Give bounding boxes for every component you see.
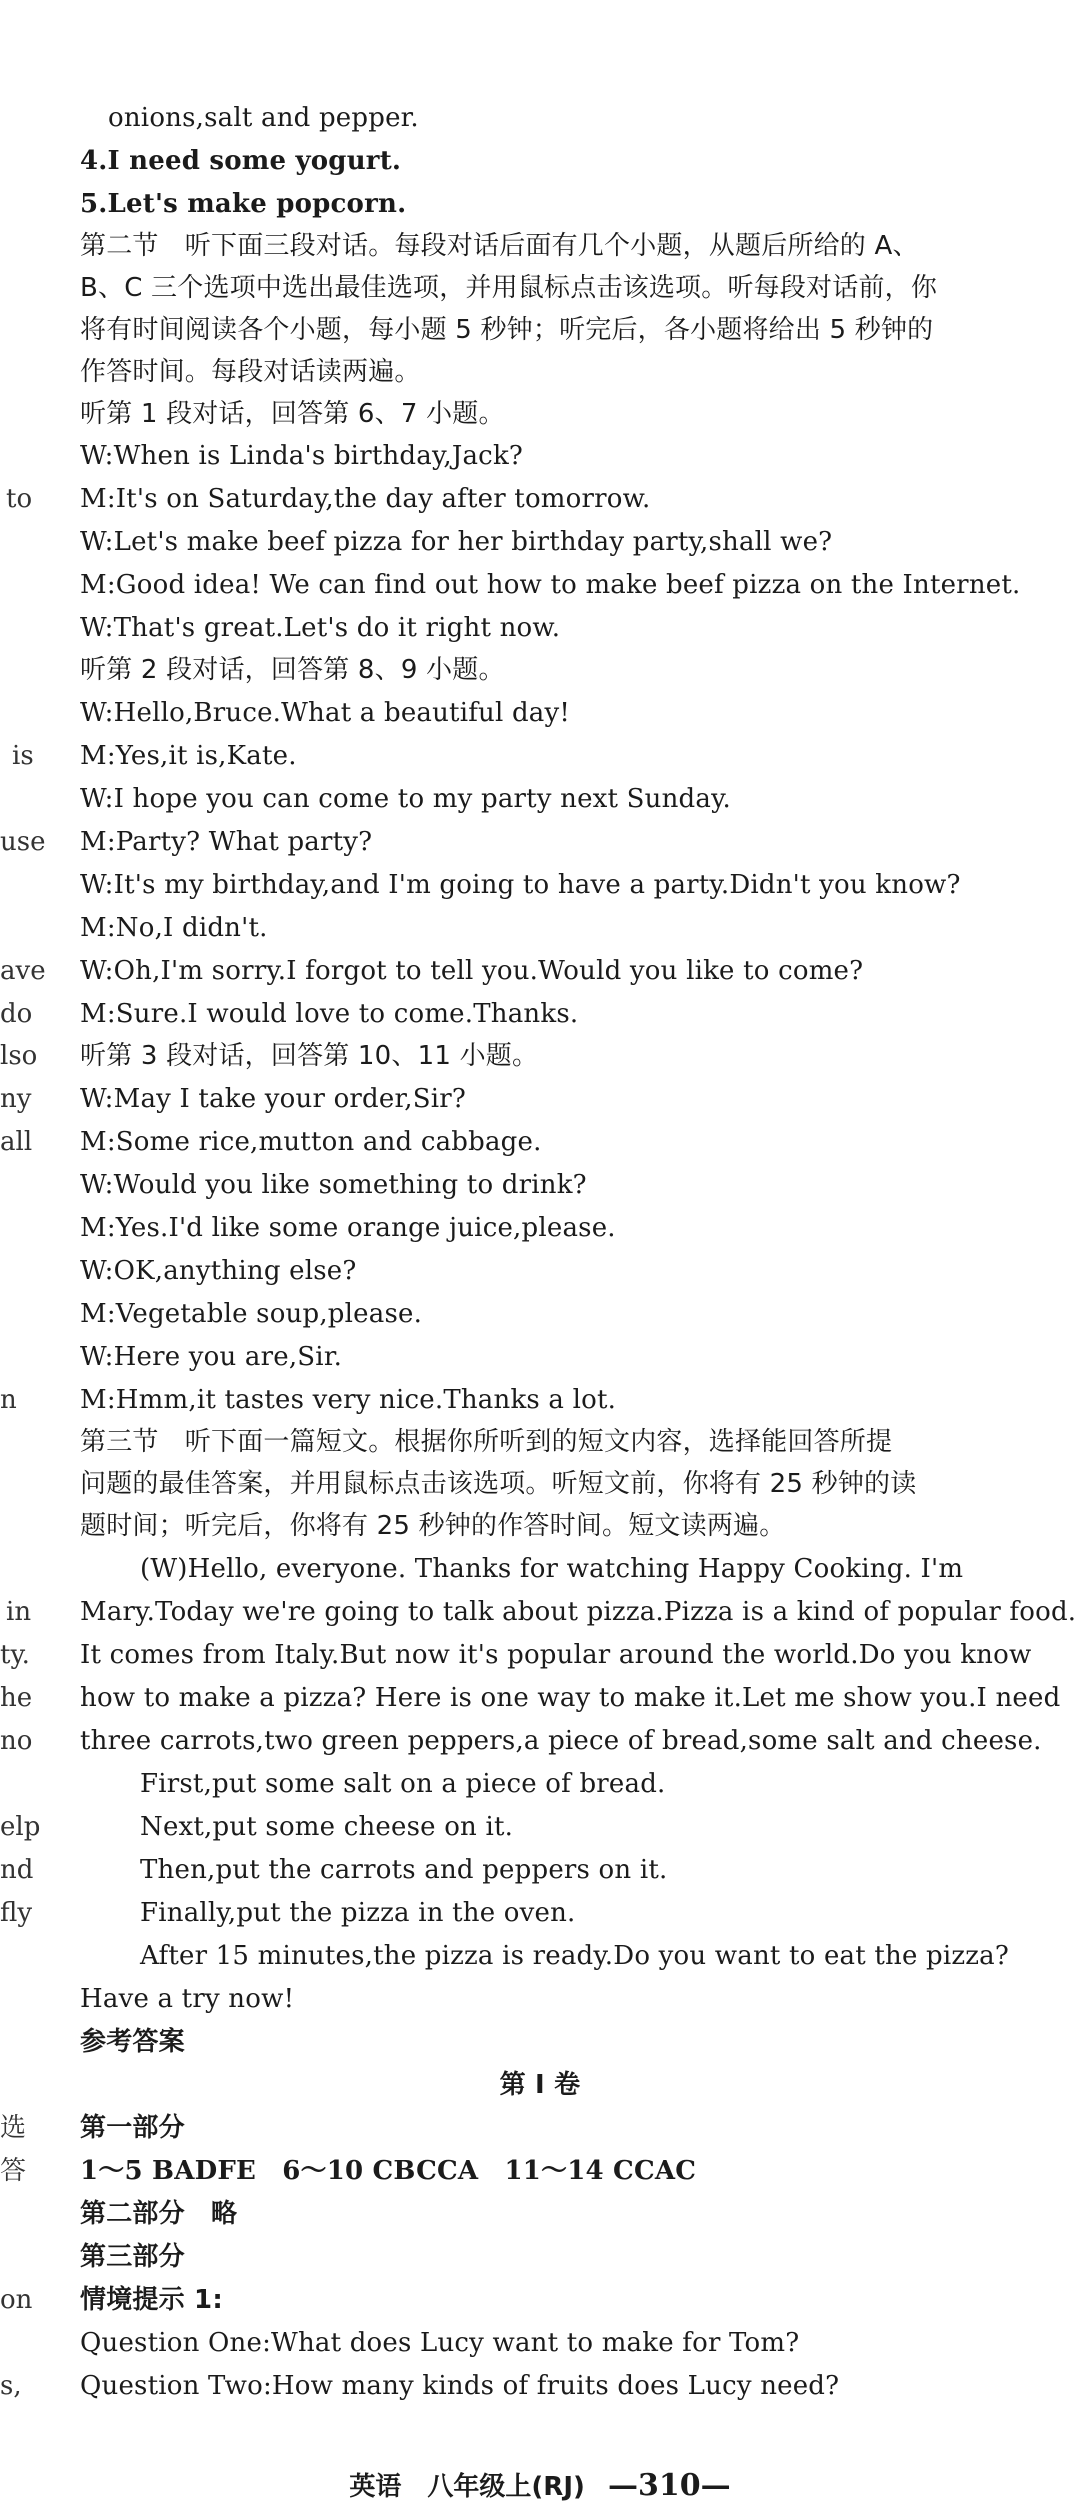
dialogue-line: M:Sure.I would love to come.Thanks. xyxy=(80,999,579,1029)
passage-line: First,put some salt on a piece of bread. xyxy=(140,1769,666,1799)
dialogue-line: W:I hope you can come to my party next Sunday. xyxy=(80,784,731,814)
answer-line: 1～5 BADFE 6～10 CBCCA 11～14 CCAC xyxy=(80,2156,697,2186)
passage-line: Finally,put the pizza in the oven. xyxy=(140,1898,576,1928)
part-heading: 第三部分 xyxy=(80,2242,185,2272)
dialogue-line: W:Would you like something to drink? xyxy=(80,1170,587,1200)
part-heading: 第一部分 xyxy=(80,2113,185,2143)
passage-line: Next,put some cheese on it. xyxy=(140,1812,514,1842)
passage-line: Then,put the carrots and peppers on it. xyxy=(140,1855,668,1885)
text-line: B、C 三个选项中选出最佳选项，并用鼠标点击该选项。听每段对话前，你 xyxy=(80,273,938,303)
edge-fragment: no xyxy=(0,1726,33,1756)
dialogue-line: M:Yes,it is,Kate. xyxy=(80,741,297,771)
edge-fragment: on xyxy=(0,2285,33,2315)
question-line: Question Two:How many kinds of fruits does Lucy need? xyxy=(80,2371,840,2401)
edge-fragment: to xyxy=(6,484,33,514)
footer-subject: 英语 八年级上(RJ) xyxy=(349,2472,585,2502)
edge-fragment: in xyxy=(6,1597,32,1627)
edge-fragment: he xyxy=(0,1683,33,1713)
edge-fragment: fly xyxy=(0,1898,33,1928)
dialogue-heading: 听第 3 段对话，回答第 10、11 小题。 xyxy=(80,1041,539,1071)
dialogue-line: W:Here you are,Sir. xyxy=(80,1342,343,1372)
text-line: 5.Let's make popcorn. xyxy=(80,189,407,219)
passage-line: After 15 minutes,the pizza is ready.Do you want to eat the pizza? xyxy=(140,1941,1010,1971)
dialogue-line: W:Hello,Bruce.What a beautiful day! xyxy=(80,698,571,728)
dialogue-line: M:Party? What party? xyxy=(80,827,373,857)
dialogue-line: W:Oh,I'm sorry.I forgot to tell you.Would you like to come? xyxy=(80,956,864,986)
dialogue-line: W:OK,anything else? xyxy=(80,1256,357,1286)
section-heading: 第三节 听下面一篇短文。根据你所听到的短文内容，选择能回答所提 xyxy=(80,1427,893,1457)
dialogue-line: M:Good idea! We can find out how to make beef pizza on the Internet. xyxy=(80,570,1021,600)
edge-fragment: ny xyxy=(0,1084,32,1114)
dialogue-line: M:No,I didn't. xyxy=(80,913,268,943)
page-footer xyxy=(0,2466,1080,2503)
passage-line: Mary.Today we're going to talk about pizza.Pizza is a kind of popular food. xyxy=(80,1597,1077,1627)
question-line: Question One:What does Lucy want to make for Tom? xyxy=(80,2328,800,2358)
passage-line: It comes from Italy.But now it's popular around the world.Do you know xyxy=(80,1640,1032,1670)
edge-fragment: s, xyxy=(0,2371,22,2401)
passage-line: three carrots,two green peppers,a piece of bread,some salt and cheese. xyxy=(80,1726,1042,1756)
text-line: 将有时间阅读各个小题，每小题 5 秒钟；听完后，各小题将给出 5 秒钟的 xyxy=(80,315,934,345)
dialogue-line: W:It's my birthday,and I'm going to have a party.Didn't you know? xyxy=(80,870,961,900)
edge-fragment: 选 xyxy=(0,2113,27,2143)
edge-fragment: is xyxy=(12,741,34,771)
dialogue-heading: 听第 2 段对话，回答第 8、9 小题。 xyxy=(80,655,505,685)
edge-fragment: lso xyxy=(0,1041,38,1071)
text-line: onions,salt and pepper. xyxy=(108,103,419,133)
text-line: 4.I need some yogurt. xyxy=(80,146,402,176)
text-line: 作答时间。每段对话读两遍。 xyxy=(80,357,421,387)
dialogue-line: W:That's great.Let's do it right now. xyxy=(80,613,561,643)
part-heading: 第二部分 略 xyxy=(80,2199,238,2229)
dialogue-line: W:May I take your order,Sir? xyxy=(80,1084,467,1114)
dialogue-line: M:Some rice,mutton and cabbage. xyxy=(80,1127,542,1157)
edge-fragment: do xyxy=(0,999,33,1029)
edge-fragment: 答 xyxy=(0,2156,27,2186)
text-line: 问题的最佳答案，并用鼠标点击该选项。听短文前，你将有 25 秒钟的读 xyxy=(80,1469,917,1499)
answer-key-heading: 参考答案 xyxy=(80,2027,185,2057)
dialogue-line: M:Hmm,it tastes very nice.Thanks a lot. xyxy=(80,1385,617,1415)
passage-line: how to make a pizza? Here is one way to make it.Let me show you.I need xyxy=(80,1683,1061,1713)
page-number: —310— xyxy=(607,2468,731,2503)
passage-line: (W)Hello, everyone. Thanks for watching Happy Cooking. I'm xyxy=(140,1554,964,1584)
dialogue-heading: 听第 1 段对话，回答第 6、7 小题。 xyxy=(80,399,505,429)
dialogue-line: M:Yes.I'd like some orange juice,please. xyxy=(80,1213,616,1243)
edge-fragment: all xyxy=(0,1127,33,1157)
edge-fragment: ty. xyxy=(0,1640,30,1670)
volume-heading: 第 I 卷 xyxy=(499,2070,581,2100)
dialogue-line: M:Vegetable soup,please. xyxy=(80,1299,423,1329)
dialogue-line: M:It's on Saturday,the day after tomorrow. xyxy=(80,484,651,514)
dialogue-line: W:When is Linda's birthday,Jack? xyxy=(80,441,524,471)
text-line: 题时间；听完后，你将有 25 秒钟的作答时间。短文读两遍。 xyxy=(80,1511,786,1541)
edge-fragment: elp xyxy=(0,1812,41,1842)
scenario-heading: 情境提示 1: xyxy=(80,2285,223,2315)
edge-fragment: use xyxy=(0,827,46,857)
edge-fragment: ave xyxy=(0,956,46,986)
edge-fragment: n xyxy=(0,1385,17,1415)
dialogue-line: W:Let's make beef pizza for her birthday party,shall we? xyxy=(80,527,833,557)
edge-fragment: nd xyxy=(0,1855,34,1885)
section-heading: 第二节 听下面三段对话。每段对话后面有几个小题，从题后所给的 A、 xyxy=(80,231,919,261)
passage-line: Have a try now! xyxy=(80,1984,295,2014)
